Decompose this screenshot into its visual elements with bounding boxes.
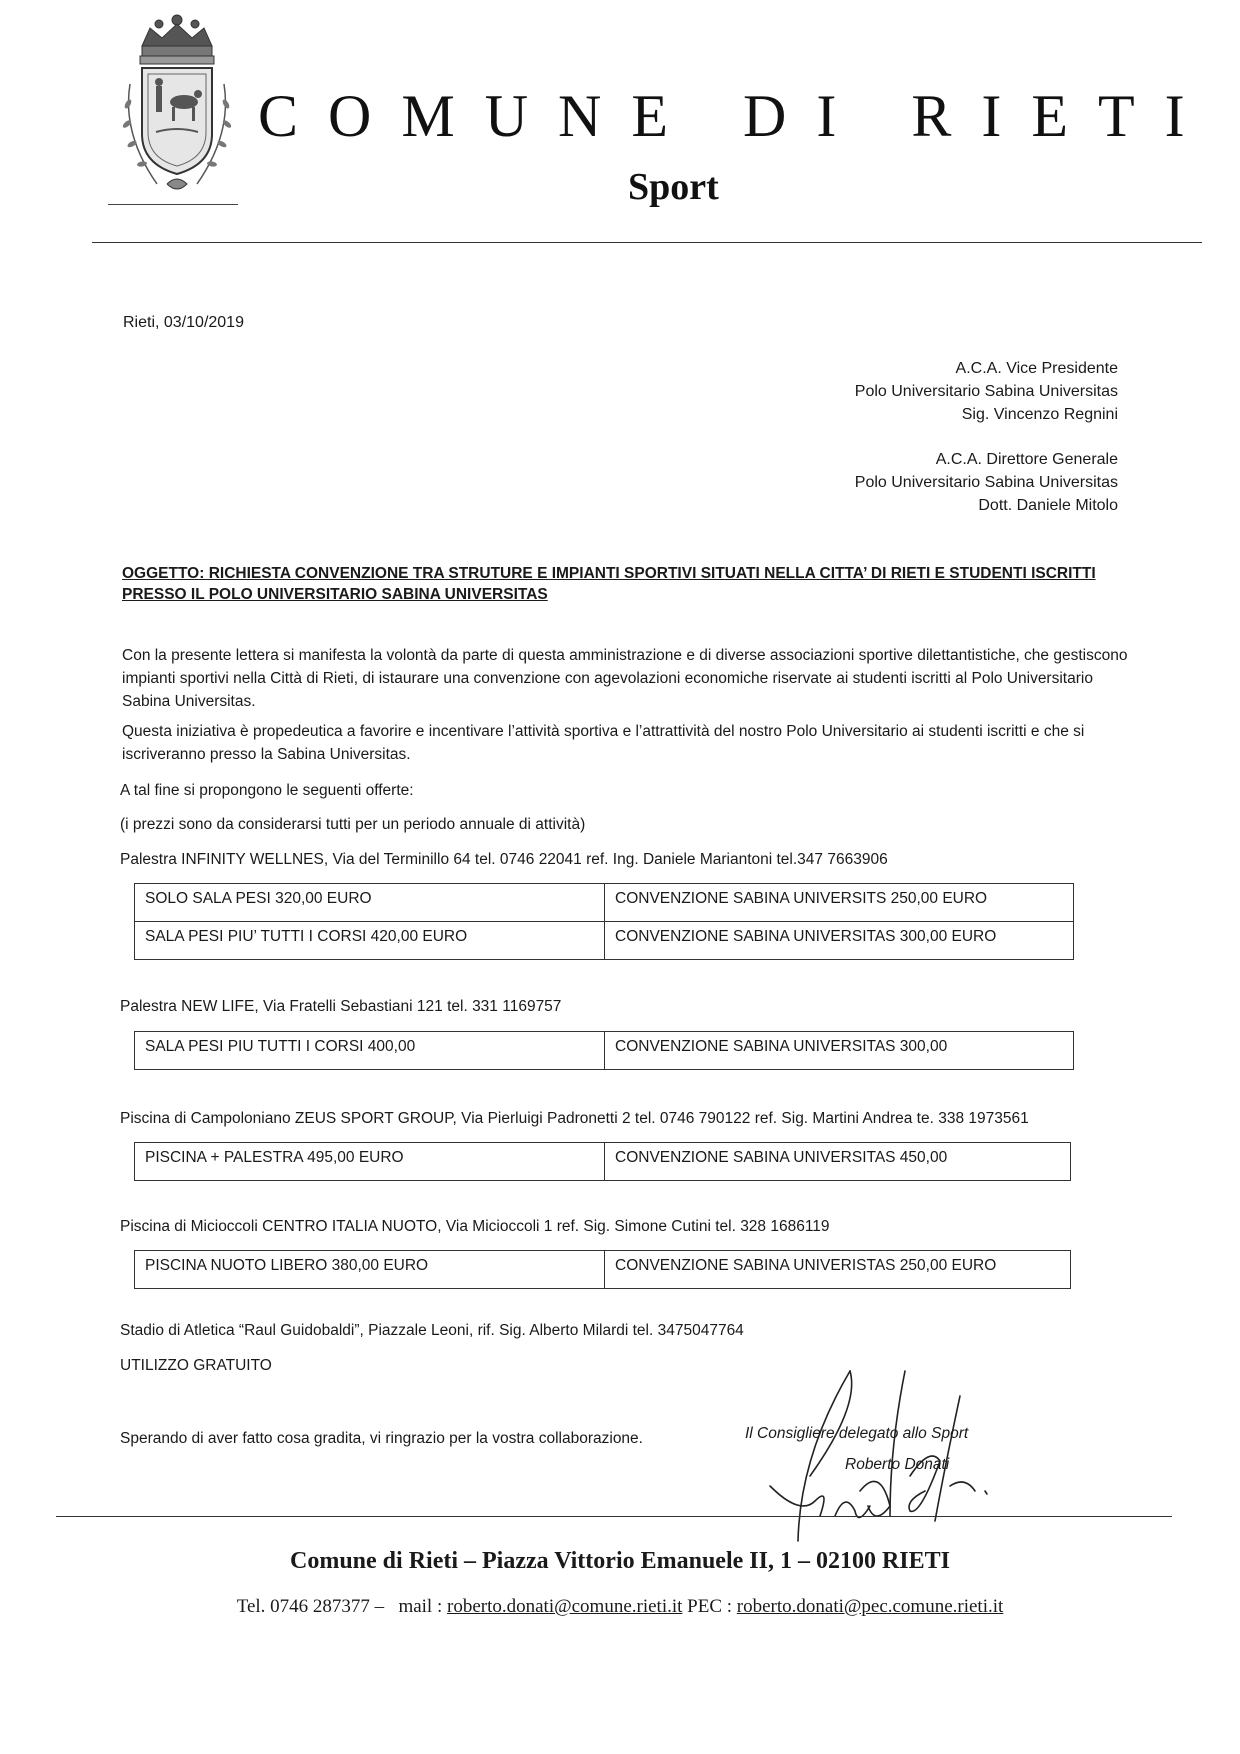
standard-price: PISCINA + PALESTRA 495,00 EURO [135,1143,605,1181]
letterhead-subtitle: Sport [628,166,719,208]
student-price: CONVENZIONE SABINA UNIVERSITAS 300,00 [605,1032,1074,1070]
recipient-line: Dott. Daniele Mitolo [978,497,1118,514]
letter-subject: OGGETTO: RICHIESTA CONVENZIONE TRA STRUTURE E IMPIANTI SPORTIVI SITUATI NELLA CITTA’ DI RIETI E STUDENTI ISCRITTI PRESSO IL POLO UNIVERSITARIO SABINA UNIVERSITAS [122,565,1096,603]
price-note: (i prezzi sono da considerarsi tutti per un periodo annuale di attività) [120,816,586,833]
body-paragraph: Questa iniziativa è propedeutica a favorire e incentivare l’attività sportiva e l’attrattività del nostro Polo Universitario ai studenti iscritti e che si iscriveranno presso la Sabina Universitas. [122,723,1085,763]
table-row [135,922,1074,960]
standard-price: SALA PESI PIU’ TUTTI I CORSI 420,00 EURO [135,922,605,960]
body-paragraph: Con la presente lettera si manifesta la volontà da parte di questa amministrazione e di diverse associazioni sportive dilettantistiche, che gestiscono impianti sportivi nella Città di Rieti, di istaurare una convenzione con agevolazioni economiche riservate ai studenti iscritti al Polo Universitario Sabina Universitas. [122,647,1128,710]
recipient-line: A.C.A. Vice Presidente [955,360,1118,377]
facility-name: Palestra INFINITY WELLNES, Via del Terminillo 64 tel. 0746 22041 ref. Ing. Daniele Mariantoni tel.347 7663906 [120,851,888,868]
footer-tel: Tel. 0746 287377 – [236,1596,385,1617]
standard-price: SOLO SALA PESI 320,00 EURO [135,884,605,922]
student-price: CONVENZIONE SABINA UNIVERSITAS 450,00 [605,1143,1071,1181]
pec-link[interactable]: roberto.donati@pec.comune.rieti.it [736,1596,1004,1617]
facility-name: Piscina di Micioccoli CENTRO ITALIA NUOTO, Via Micioccoli 1 ref. Sig. Simone Cutini tel. 328 1686119 [120,1218,830,1235]
recipient-line: Polo Universitario Sabina Universitas [854,383,1118,400]
letterhead-title: COMUNE DI RIETI [258,83,1215,149]
offer-table [134,1142,1071,1181]
footer-divider [56,1516,1172,1517]
crest-underline [108,204,238,205]
coat-of-arms-icon [112,14,242,204]
footer-contacts [0,1596,1240,1618]
stadium-info: Stadio di Atletica “Raul Guidobaldi”, Piazzale Leoni, rif. Sig. Alberto Milardi tel. 3475047764 [120,1322,744,1339]
signer-role: Il Consigliere delegato allo Sport [745,1425,969,1442]
table-row [135,884,1074,922]
recipient-line: Polo Universitario Sabina Universitas [854,474,1118,491]
offer-table [134,1031,1074,1070]
closing-line: Sperando di aver fatto cosa gradita, vi ringrazio per la vostra collaborazione. [120,1430,643,1447]
signer-name: Roberto Donati [845,1456,950,1473]
email-link[interactable]: roberto.donati@comune.rieti.it [447,1596,683,1617]
table-row [135,1032,1074,1070]
table-row [135,1143,1071,1181]
recipient-line: A.C.A. Direttore Generale [935,451,1118,468]
recipient-block-2 [855,448,1118,517]
table-row [135,1251,1071,1289]
recipient-line: Sig. Vincenzo Regnini [961,406,1118,423]
footer-pec-label: PEC : [687,1596,733,1617]
stadium-note: UTILIZZO GRATUITO [120,1357,272,1374]
header-divider [92,242,1202,243]
letter-date: Rieti, 03/10/2019 [123,314,244,331]
standard-price: PISCINA NUOTO LIBERO 380,00 EURO [135,1251,605,1289]
student-price: CONVENZIONE SABINA UNIVERSITAS 300,00 EURO [605,922,1074,960]
standard-price: SALA PESI PIU TUTTI I CORSI 400,00 [135,1032,605,1070]
footer-address: Comune di Rieti – Piazza Vittorio Emanuele II, 1 – 02100 RIETI [290,1548,950,1574]
body-paragraph: A tal fine si propongono le seguenti offerte: [120,782,414,799]
student-price: CONVENZIONE SABINA UNIVERSITS 250,00 EURO [605,884,1074,922]
footer-mail-label: mail : [398,1596,443,1617]
facility-name: Palestra NEW LIFE, Via Fratelli Sebastiani 121 tel. 331 1169757 [120,998,562,1015]
offer-table [134,883,1074,960]
recipient-block-1 [855,357,1118,426]
facility-name: Piscina di Campoloniano ZEUS SPORT GROUP, Via Pierluigi Padronetti 2 tel. 0746 790122 ref. Sig. Martini Andrea te. 338 1973561 [120,1110,1029,1127]
student-price: CONVENZIONE SABINA UNIVERISTAS 250,00 EURO [605,1251,1071,1289]
offer-table [134,1250,1071,1289]
